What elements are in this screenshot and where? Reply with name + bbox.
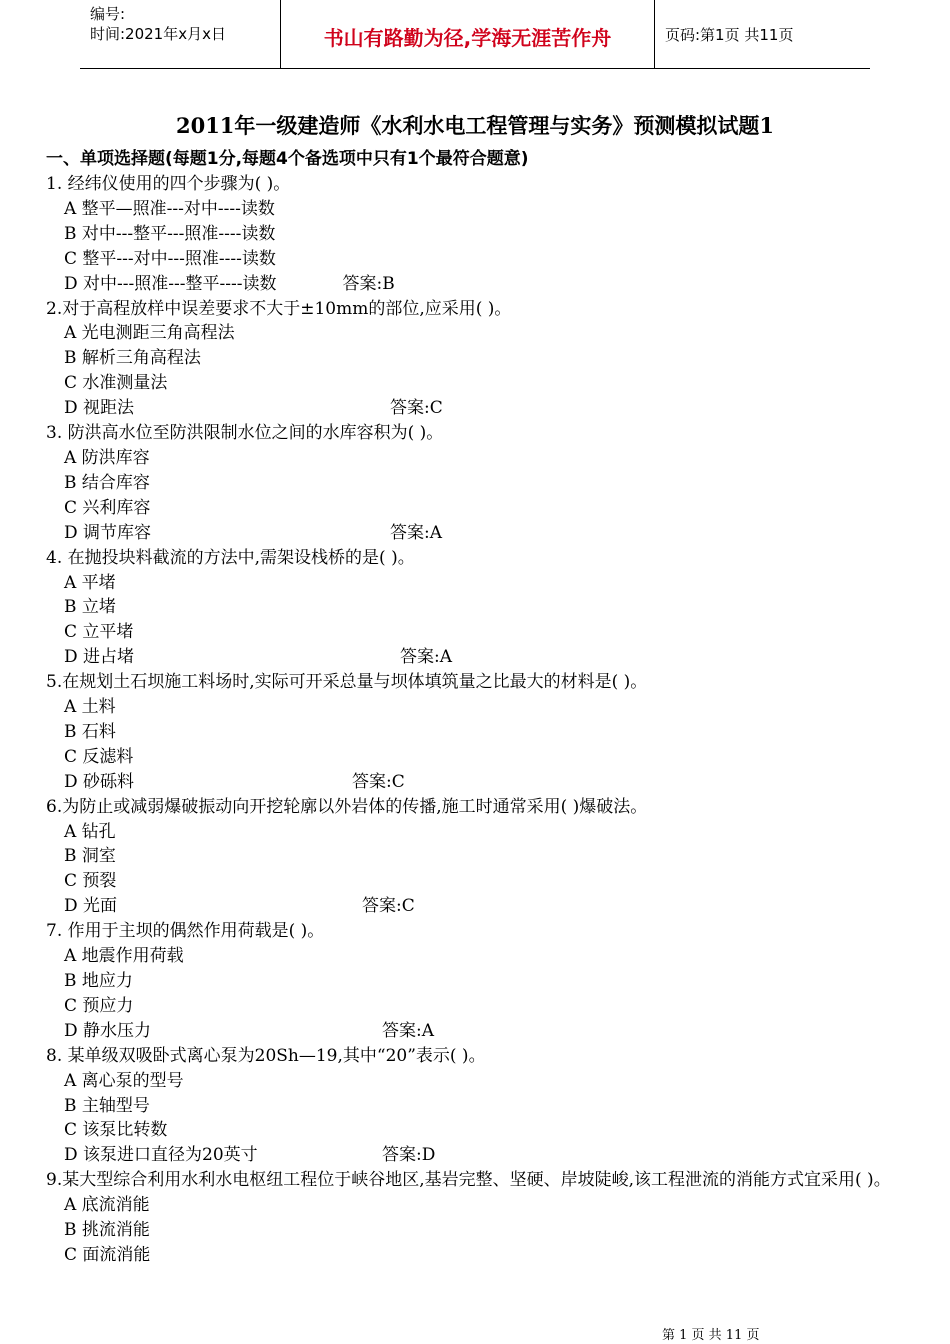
answer: 答案:C bbox=[362, 896, 415, 917]
option: C 立平堵 bbox=[64, 622, 134, 643]
option: C 预应力 bbox=[64, 995, 134, 1016]
question-2: 2.对于高程放样中误差要求不大于±10mm的部位,应采用( )。 bbox=[46, 298, 512, 319]
option: B 地应力 bbox=[64, 971, 133, 991]
question-7: 7. 作用于主坝的偶然作用荷载是( )。 bbox=[46, 921, 325, 942]
option: A 钻孔 bbox=[64, 821, 116, 842]
question-5: 5.在规划土石坝施工料场时,实际可开采总量与坝体填筑量之比最大的材料是( )。 bbox=[46, 672, 648, 693]
option-row bbox=[46, 645, 916, 670]
answer: 答案:A bbox=[382, 1020, 435, 1041]
question-1: 1. 经纬仪使用的四个步骤为( )。 bbox=[46, 174, 291, 194]
option: D 静水压力 bbox=[64, 1020, 152, 1041]
option: B 主轴型号 bbox=[64, 1095, 150, 1116]
option-row bbox=[46, 894, 916, 919]
answer: 答案:C bbox=[352, 771, 405, 792]
option: D 进占堵 bbox=[64, 647, 135, 668]
header-motto: 书山有路勤为径,学海无涯苦作舟 bbox=[281, 0, 655, 68]
option: B 对中---整平---照准----读数 bbox=[64, 223, 276, 244]
option: A 地震作用荷载 bbox=[64, 946, 184, 967]
option-row bbox=[46, 396, 916, 421]
option: D 视距法 bbox=[64, 398, 135, 419]
option: A 光电测距三角高程法 bbox=[64, 323, 235, 344]
option: C 该泵比转数 bbox=[64, 1120, 168, 1141]
time-label: 时间:2021年x月x日 bbox=[90, 25, 226, 43]
section-title: 一、单项选择题(每题1分,每题4个备选项中只有1个最符合题意) bbox=[46, 149, 529, 169]
page-header bbox=[80, 0, 870, 69]
option: C 反滤料 bbox=[64, 746, 134, 767]
answer: 答案:C bbox=[390, 398, 443, 419]
option: B 石料 bbox=[64, 721, 116, 742]
question-9: 9.某大型综合利用水利水电枢纽工程位于峡谷地区,基岩完整、坚硬、岸坡陡峻,该工程泄流的消能方式宜采用( )。 bbox=[46, 1170, 891, 1191]
page-footer: 第 1 页 共 11 页 bbox=[662, 1328, 760, 1343]
answer: 答案:B bbox=[342, 273, 395, 294]
option: A 防洪库容 bbox=[64, 447, 150, 468]
header-meta bbox=[80, 0, 281, 68]
option: A 整平—照准---对中----读数 bbox=[64, 198, 275, 219]
option: B 洞室 bbox=[64, 846, 116, 867]
question-8: 8. 某单级双吸卧式离心泵为20Sh—19,其中“20”表示( )。 bbox=[46, 1045, 486, 1066]
option: C 水准测量法 bbox=[64, 373, 168, 394]
option: A 土料 bbox=[64, 697, 116, 718]
option: D 对中---照准---整平----读数 bbox=[64, 273, 277, 294]
option: B 立堵 bbox=[64, 597, 116, 618]
option-row bbox=[46, 1143, 916, 1168]
option-row bbox=[46, 521, 916, 546]
option: D 砂砾料 bbox=[64, 771, 135, 792]
option: A 平堵 bbox=[64, 572, 116, 593]
question-4: 4. 在抛投块料截流的方法中,需架设栈桥的是( )。 bbox=[46, 547, 415, 568]
option: D 光面 bbox=[64, 896, 118, 917]
option-row bbox=[46, 1019, 916, 1044]
question-6: 6.为防止或减弱爆破振动向开挖轮廓以外岩体的传播,施工时通常采用( )爆破法。 bbox=[46, 796, 648, 817]
option: D 该泵进口直径为20英寸 bbox=[64, 1145, 258, 1166]
document-title: 2011年一级建造师《水利水电工程管理与实务》预测模拟试题1 bbox=[175, 113, 775, 138]
header-page-info: 页码:第1页 共11页 bbox=[665, 25, 794, 44]
option-row bbox=[46, 770, 916, 795]
answer: 答案:A bbox=[390, 522, 443, 543]
option: A 离心泵的型号 bbox=[64, 1070, 184, 1091]
answer: 答案:A bbox=[400, 647, 453, 668]
option: B 挑流消能 bbox=[64, 1220, 150, 1241]
answer: 答案:D bbox=[382, 1145, 436, 1166]
option: C 预裂 bbox=[64, 871, 117, 892]
question-list bbox=[46, 146, 916, 1268]
option: B 结合库容 bbox=[64, 472, 150, 493]
option: C 整平---对中---照准----读数 bbox=[64, 248, 276, 269]
option: C 面流消能 bbox=[64, 1244, 151, 1265]
number-label: 编号: bbox=[90, 5, 126, 23]
question-3: 3. 防洪高水位至防洪限制水位之间的水库容积为( )。 bbox=[46, 423, 444, 444]
option: D 调节库容 bbox=[64, 522, 152, 543]
option: C 兴利库容 bbox=[64, 497, 151, 518]
option-row bbox=[46, 272, 916, 297]
option: A 底流消能 bbox=[64, 1195, 150, 1216]
option: B 解析三角高程法 bbox=[64, 348, 201, 369]
